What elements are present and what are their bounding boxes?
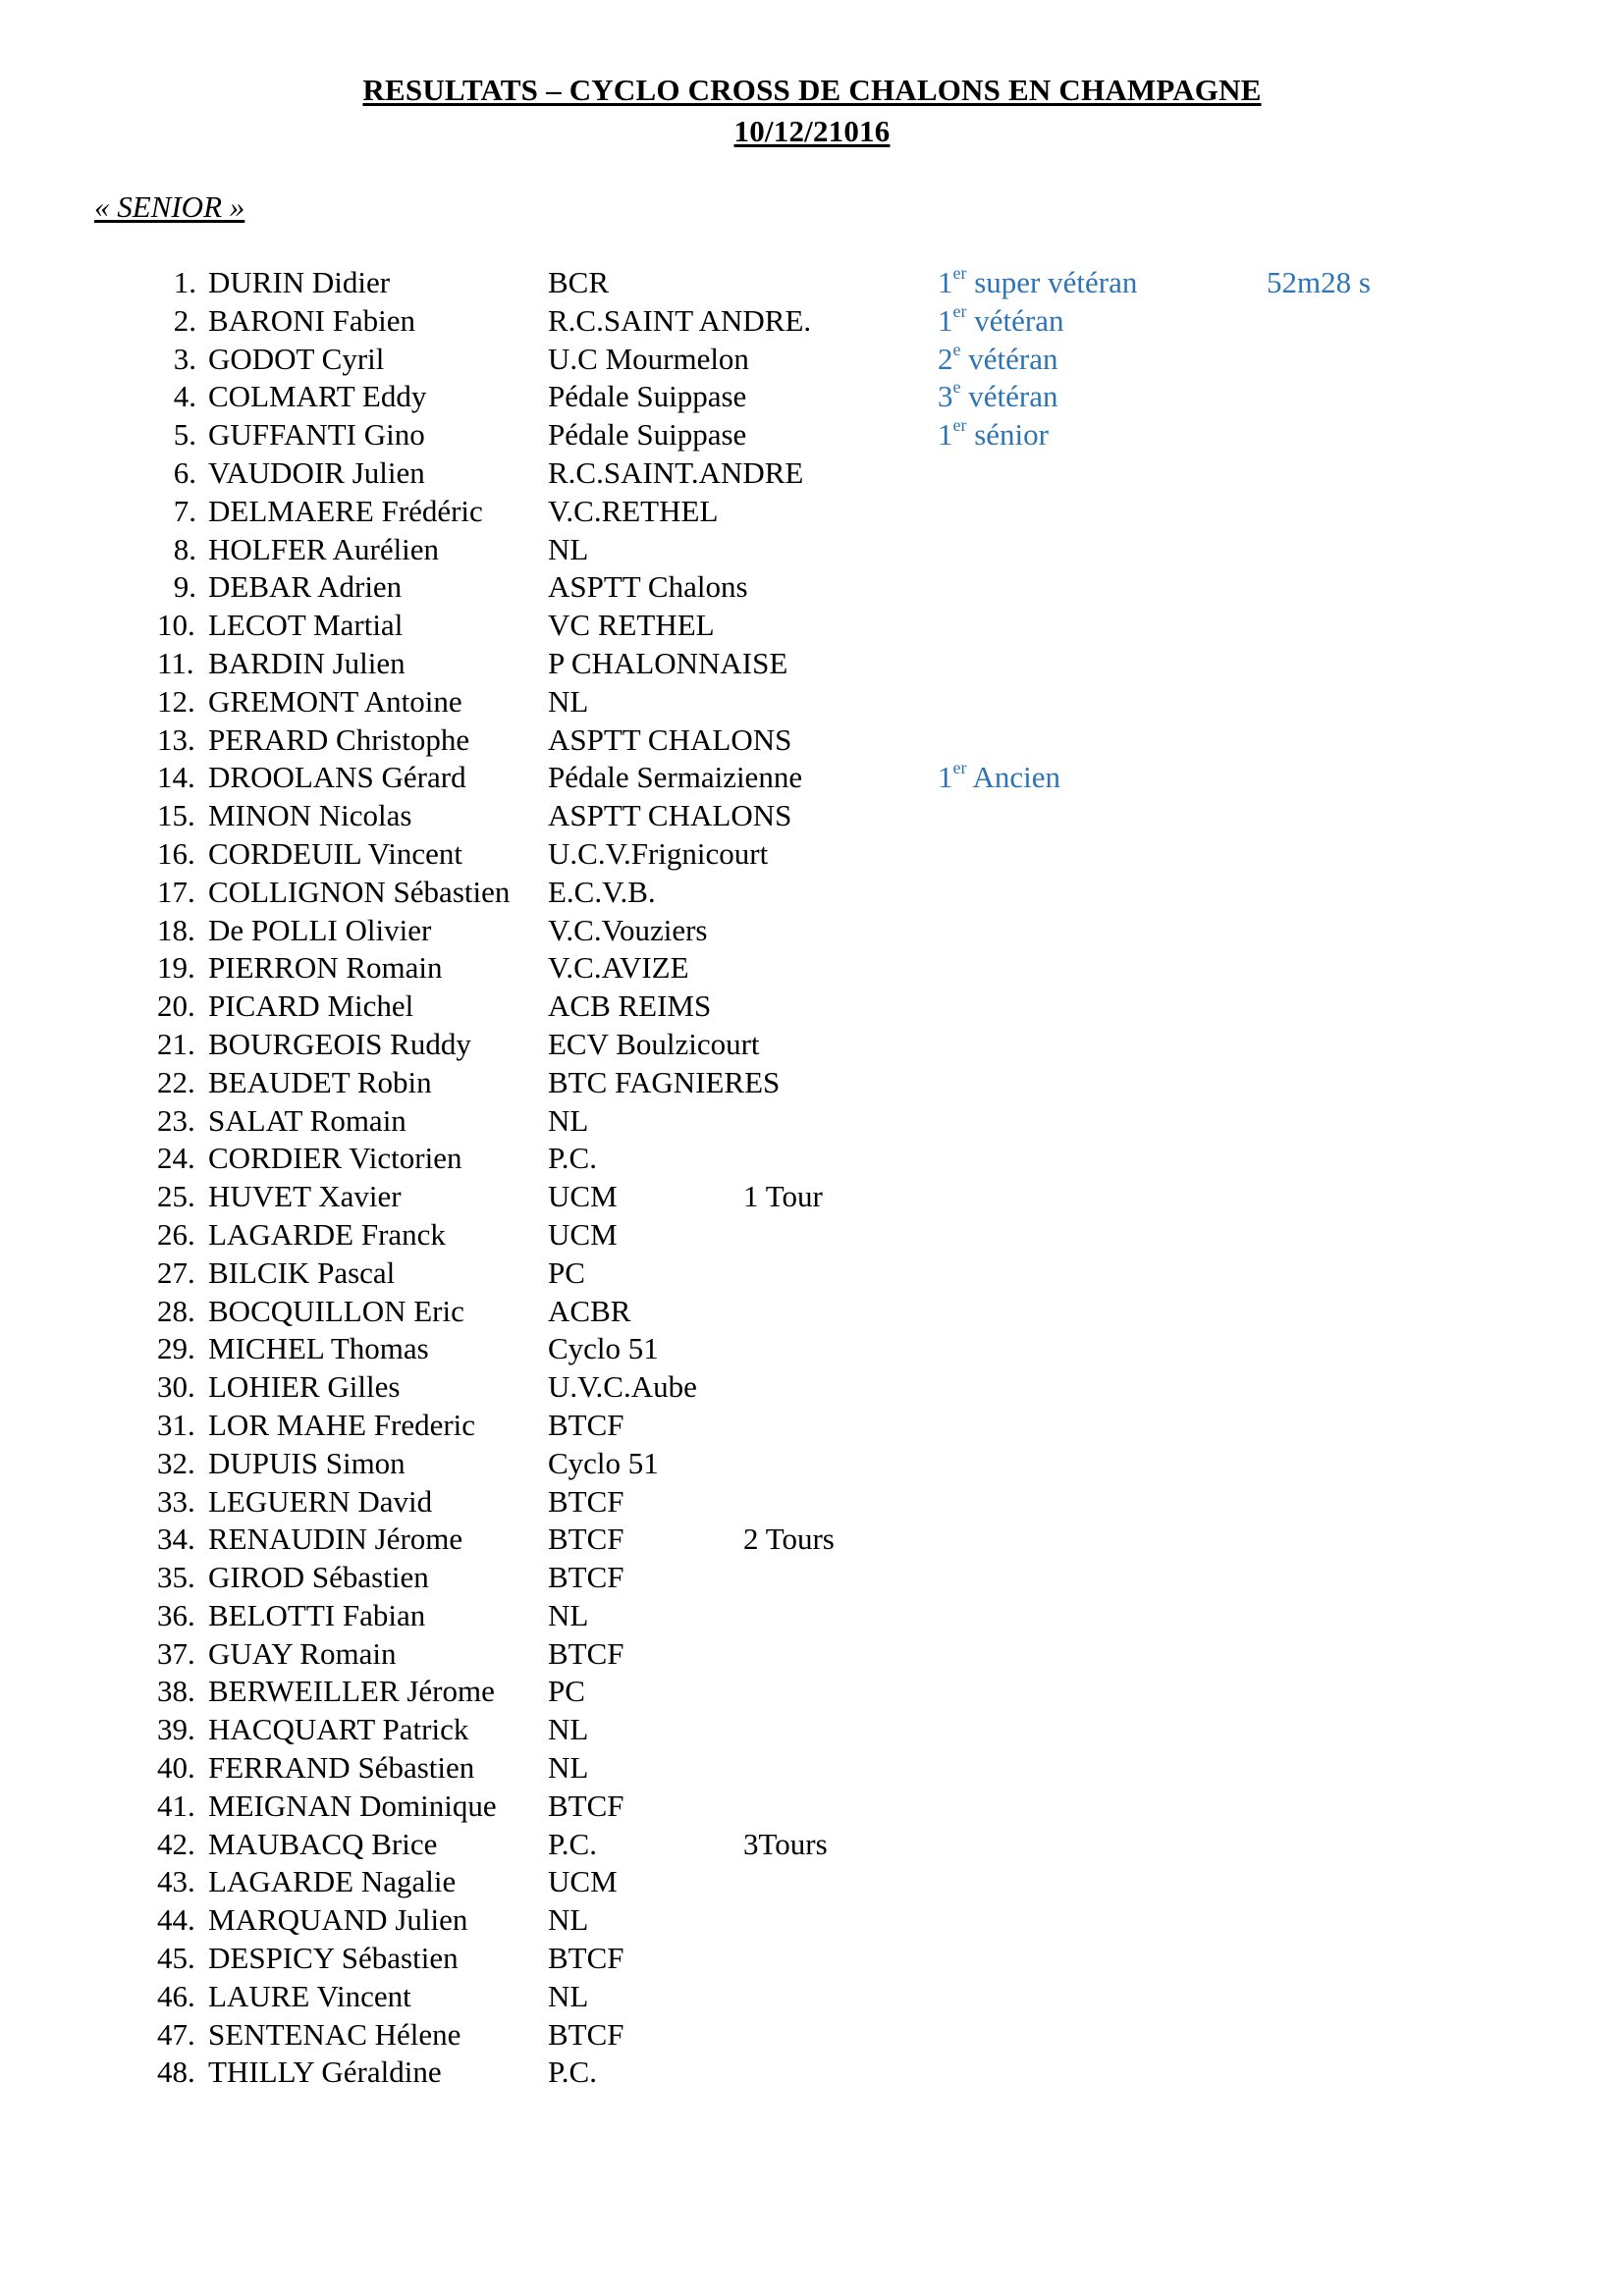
result-rank: 30. xyxy=(157,1369,195,1405)
rider-name: GUFFANTI Gino xyxy=(208,417,425,453)
category-rank-ordinal: er xyxy=(952,415,967,436)
result-rank: 13. xyxy=(157,721,195,757)
rider-club: UCM xyxy=(548,1864,618,1899)
category-rank-ordinal: er xyxy=(952,300,967,321)
rider-club: NL xyxy=(548,531,589,566)
result-row xyxy=(0,1140,1624,1178)
category-rank-number: 1 xyxy=(938,760,953,795)
rider-name: DURIN Didier xyxy=(208,265,391,299)
result-rank: 18. xyxy=(157,912,195,947)
rider-name: THILLY Géraldine xyxy=(208,2055,442,2090)
rider-name: De POLLI Olivier xyxy=(208,912,432,947)
result-rank: 38. xyxy=(157,1674,195,1709)
result-row xyxy=(0,1178,1624,1216)
rider-club: BCR xyxy=(548,265,610,299)
result-row xyxy=(0,835,1624,874)
category-rank xyxy=(938,378,1057,415)
result-row xyxy=(0,683,1624,721)
rider-club: Cyclo 51 xyxy=(548,1445,659,1480)
category-rank xyxy=(938,416,1049,454)
result-rank: 35. xyxy=(157,1560,195,1595)
result-row xyxy=(0,1826,1624,1864)
rider-name: MINON Nicolas xyxy=(208,798,412,833)
rider-club: U.C Mourmelon xyxy=(548,341,749,376)
rider-name: FERRAND Sébastien xyxy=(208,1750,475,1786)
rider-club: PC xyxy=(548,1674,585,1709)
rider-club: BTCF xyxy=(548,1635,624,1671)
result-rank: 37. xyxy=(157,1635,195,1671)
rider-club: ECV Boulzicourt xyxy=(548,1026,760,1061)
rider-club: PC xyxy=(548,1255,585,1290)
result-rank: 43. xyxy=(157,1864,195,1899)
rider-name: LOHIER Gilles xyxy=(208,1369,401,1405)
rider-club: UCM xyxy=(548,1179,618,1214)
rider-name: BILCIK Pascal xyxy=(208,1255,396,1290)
rider-club: E.C.V.B. xyxy=(548,874,656,909)
rider-name: RENAUDIN Jérome xyxy=(208,1522,463,1557)
result-rank: 33. xyxy=(157,1483,195,1519)
rider-club: U.C.V.Frignicourt xyxy=(548,835,769,871)
result-rank: 14. xyxy=(157,760,195,795)
rider-name: SALAT Romain xyxy=(208,1102,406,1138)
rider-club: NL xyxy=(548,1102,589,1138)
result-row xyxy=(0,1749,1624,1788)
rider-club: ASPTT CHALONS xyxy=(548,798,792,833)
result-rank: 42. xyxy=(157,1826,195,1861)
rider-name: PICARD Michel xyxy=(208,988,414,1024)
result-row xyxy=(0,1064,1624,1102)
result-rank: 23. xyxy=(157,1102,195,1138)
result-rank: 3. xyxy=(173,341,196,376)
result-row xyxy=(0,607,1624,645)
category-rank xyxy=(938,264,1137,301)
laps-behind: 2 Tours xyxy=(743,1522,835,1557)
result-row xyxy=(0,2016,1624,2055)
result-rank: 47. xyxy=(157,2016,195,2052)
result-rank: 16. xyxy=(157,835,195,871)
rider-club: BTCF xyxy=(548,1560,624,1595)
rider-club: ACB REIMS xyxy=(548,988,712,1024)
result-row xyxy=(0,493,1624,531)
category-name: vétéran xyxy=(960,341,1058,376)
result-row xyxy=(0,2054,1624,2092)
result-row xyxy=(0,759,1624,797)
rider-club: BTCF xyxy=(548,2016,624,2052)
result-rank: 12. xyxy=(157,683,195,719)
rider-name: LAURE Vincent xyxy=(208,1978,411,2013)
rider-name: MICHEL Thomas xyxy=(208,1331,429,1366)
result-row xyxy=(0,531,1624,569)
rider-club: NL xyxy=(548,683,589,719)
rider-name: DROOLANS Gérard xyxy=(208,760,466,795)
rider-club: V.C.RETHEL xyxy=(548,493,719,528)
category-rank-ordinal: e xyxy=(952,339,961,359)
rider-club: NL xyxy=(548,1750,589,1786)
result-row xyxy=(0,988,1624,1026)
result-row xyxy=(0,1711,1624,1749)
page-title: RESULTATS – CYCLO CROSS DE CHALONS EN CHAMPAGNE xyxy=(362,73,1262,107)
result-rank: 28. xyxy=(157,1293,195,1328)
rider-name: COLMART Eddy xyxy=(208,379,427,414)
category-rank-ordinal: er xyxy=(952,263,967,283)
result-row xyxy=(0,1788,1624,1826)
category-name: super vétéran xyxy=(966,265,1138,299)
rider-name: LECOT Martial xyxy=(208,608,404,643)
result-row xyxy=(0,1635,1624,1674)
result-row xyxy=(0,645,1624,683)
category-name: sénior xyxy=(966,417,1049,453)
rider-name: BOURGEOIS Ruddy xyxy=(208,1026,471,1061)
rider-club: BTCF xyxy=(548,1483,624,1519)
rider-club: Pédale Sermaizienne xyxy=(548,760,803,795)
result-rank: 40. xyxy=(157,1750,195,1786)
category-rank-number: 3 xyxy=(938,379,953,414)
rider-name: LOR MAHE Frederic xyxy=(208,1407,476,1442)
category-name: Ancien xyxy=(966,760,1061,795)
rider-name: LAGARDE Franck xyxy=(208,1216,446,1252)
result-row xyxy=(0,1216,1624,1255)
rider-name: GUAY Romain xyxy=(208,1635,397,1671)
rider-name: HOLFER Aurélien xyxy=(208,531,440,566)
result-row xyxy=(0,568,1624,607)
rider-name: BEAUDET Robin xyxy=(208,1064,432,1099)
rider-club: NL xyxy=(548,1597,589,1632)
result-row xyxy=(0,1940,1624,1978)
rider-club: BTC FAGNIERES xyxy=(548,1064,781,1099)
rider-name: BARDIN Julien xyxy=(208,645,406,680)
rider-club: ASPTT Chalons xyxy=(548,569,748,605)
result-rank: 41. xyxy=(157,1788,195,1823)
result-row xyxy=(0,1445,1624,1483)
result-rank: 46. xyxy=(157,1978,195,2013)
result-rank: 21. xyxy=(157,1026,195,1061)
laps-behind: 3Tours xyxy=(743,1826,828,1861)
category-rank-number: 1 xyxy=(938,417,953,453)
rider-name: VAUDOIR Julien xyxy=(208,454,425,490)
result-rank: 6. xyxy=(173,454,196,490)
result-row xyxy=(0,1597,1624,1635)
rider-name: BOCQUILLON Eric xyxy=(208,1293,464,1328)
result-rank: 5. xyxy=(173,417,196,453)
category-rank-number: 1 xyxy=(938,265,953,299)
rider-name: GIROD Sébastien xyxy=(208,1560,429,1595)
category-name: vétéran xyxy=(960,379,1058,414)
rider-club: BTCF xyxy=(548,1522,624,1557)
rider-club: BTCF xyxy=(548,1941,624,1976)
result-rank: 36. xyxy=(157,1597,195,1632)
rider-name: BERWEILLER Jérome xyxy=(208,1674,495,1709)
category-rank-number: 1 xyxy=(938,302,953,338)
laps-behind: 1 Tour xyxy=(743,1179,823,1214)
result-rank: 9. xyxy=(173,569,196,605)
result-rank: 22. xyxy=(157,1064,195,1099)
result-row xyxy=(0,1483,1624,1522)
rider-name: CORDEUIL Vincent xyxy=(208,835,463,871)
result-row xyxy=(0,1901,1624,1940)
result-rank: 2. xyxy=(173,302,196,338)
result-row xyxy=(0,416,1624,454)
result-rank: 17. xyxy=(157,874,195,909)
rider-club: P.C. xyxy=(548,1141,597,1176)
rider-club: Pédale Suippase xyxy=(548,379,747,414)
rider-name: BARONI Fabien xyxy=(208,302,415,338)
result-row xyxy=(0,1255,1624,1293)
result-row xyxy=(0,874,1624,912)
rider-club: P.C. xyxy=(548,2055,597,2090)
category-rank-ordinal: e xyxy=(952,377,961,398)
rider-club: V.C.Vouziers xyxy=(548,912,708,947)
result-row xyxy=(0,302,1624,341)
result-rank: 25. xyxy=(157,1179,195,1214)
rider-club: BTCF xyxy=(548,1407,624,1442)
rider-club: V.C.AVIZE xyxy=(548,950,689,986)
rider-club: NL xyxy=(548,1902,589,1938)
result-rank: 19. xyxy=(157,950,195,986)
rider-name: DELMAERE Frédéric xyxy=(208,493,483,528)
result-row xyxy=(0,378,1624,416)
result-row xyxy=(0,454,1624,493)
rider-club: U.V.C.Aube xyxy=(548,1369,697,1405)
result-row xyxy=(0,1330,1624,1368)
category-rank xyxy=(938,341,1057,378)
rider-name: HACQUART Patrick xyxy=(208,1712,469,1747)
category-rank xyxy=(938,302,1063,340)
rider-club: UCM xyxy=(548,1216,618,1252)
category-rank-ordinal: er xyxy=(952,758,967,778)
result-rank: 4. xyxy=(173,379,196,414)
rider-club: Pédale Suippase xyxy=(548,417,747,453)
rider-name: GODOT Cyril xyxy=(208,341,385,376)
result-rank: 29. xyxy=(157,1331,195,1366)
result-row xyxy=(0,1559,1624,1597)
winning-time: 52m28 s xyxy=(1267,265,1371,299)
result-row xyxy=(0,1863,1624,1901)
result-row xyxy=(0,1407,1624,1445)
rider-name: DESPICY Sébastien xyxy=(208,1941,459,1976)
rider-name: GREMONT Antoine xyxy=(208,683,462,719)
rider-name: PIERRON Romain xyxy=(208,950,443,986)
result-row xyxy=(0,1978,1624,2016)
rider-name: MAUBACQ Brice xyxy=(208,1826,438,1861)
result-rank: 20. xyxy=(157,988,195,1024)
rider-name: DUPUIS Simon xyxy=(208,1445,406,1480)
results-list xyxy=(0,264,1624,2092)
result-row xyxy=(0,264,1624,302)
result-rank: 26. xyxy=(157,1216,195,1252)
result-rank: 24. xyxy=(157,1141,195,1176)
rider-name: MARQUAND Julien xyxy=(208,1902,468,1938)
result-rank: 39. xyxy=(157,1712,195,1747)
result-rank: 7. xyxy=(173,493,196,528)
rider-club: BTCF xyxy=(548,1788,624,1823)
rider-club: P CHALONNAISE xyxy=(548,645,788,680)
result-row xyxy=(0,341,1624,379)
result-row xyxy=(0,1673,1624,1711)
result-row xyxy=(0,1368,1624,1407)
result-rank: 1. xyxy=(173,265,196,299)
rider-club: R.C.SAINT ANDRE. xyxy=(548,302,812,338)
result-rank: 48. xyxy=(157,2055,195,2090)
rider-name: BELOTTI Fabian xyxy=(208,1597,426,1632)
result-rank: 45. xyxy=(157,1941,195,1976)
result-row xyxy=(0,797,1624,835)
result-row xyxy=(0,912,1624,950)
rider-name: LEGUERN David xyxy=(208,1483,433,1519)
result-row xyxy=(0,721,1624,760)
result-rank: 11. xyxy=(157,645,194,680)
result-row xyxy=(0,1293,1624,1331)
rider-club: P.C. xyxy=(548,1826,597,1861)
page-date: 10/12/21016 xyxy=(733,114,891,148)
rider-name: LAGARDE Nagalie xyxy=(208,1864,457,1899)
rider-club: NL xyxy=(548,1712,589,1747)
result-row xyxy=(0,949,1624,988)
result-rank: 44. xyxy=(157,1902,195,1938)
result-rank: 34. xyxy=(157,1522,195,1557)
rider-name: PERARD Christophe xyxy=(208,721,470,757)
rider-name: HUVET Xavier xyxy=(208,1179,402,1214)
result-rank: 10. xyxy=(157,608,195,643)
rider-club: R.C.SAINT.ANDRE xyxy=(548,454,804,490)
result-row xyxy=(0,1026,1624,1064)
category-rank-number: 2 xyxy=(938,341,953,376)
result-rank: 15. xyxy=(157,798,195,833)
result-row xyxy=(0,1521,1624,1559)
rider-name: DEBAR Adrien xyxy=(208,569,403,605)
rider-name: CORDIER Victorien xyxy=(208,1141,462,1176)
rider-club: ACBR xyxy=(548,1293,631,1328)
rider-name: COLLIGNON Sébastien xyxy=(208,874,511,909)
result-rank: 8. xyxy=(173,531,196,566)
category-rank xyxy=(938,759,1060,796)
rider-name: MEIGNAN Dominique xyxy=(208,1788,497,1823)
rider-club: Cyclo 51 xyxy=(548,1331,659,1366)
result-row xyxy=(0,1102,1624,1141)
rider-club: NL xyxy=(548,1978,589,2013)
rider-club: VC RETHEL xyxy=(548,608,715,643)
result-rank: 32. xyxy=(157,1445,195,1480)
result-rank: 27. xyxy=(157,1255,195,1290)
section-label: « SENIOR » xyxy=(94,189,245,224)
result-rank: 31. xyxy=(157,1407,195,1442)
rider-club: ASPTT CHALONS xyxy=(548,721,792,757)
rider-name: SENTENAC Hélene xyxy=(208,2016,461,2052)
category-name: vétéran xyxy=(966,302,1064,338)
